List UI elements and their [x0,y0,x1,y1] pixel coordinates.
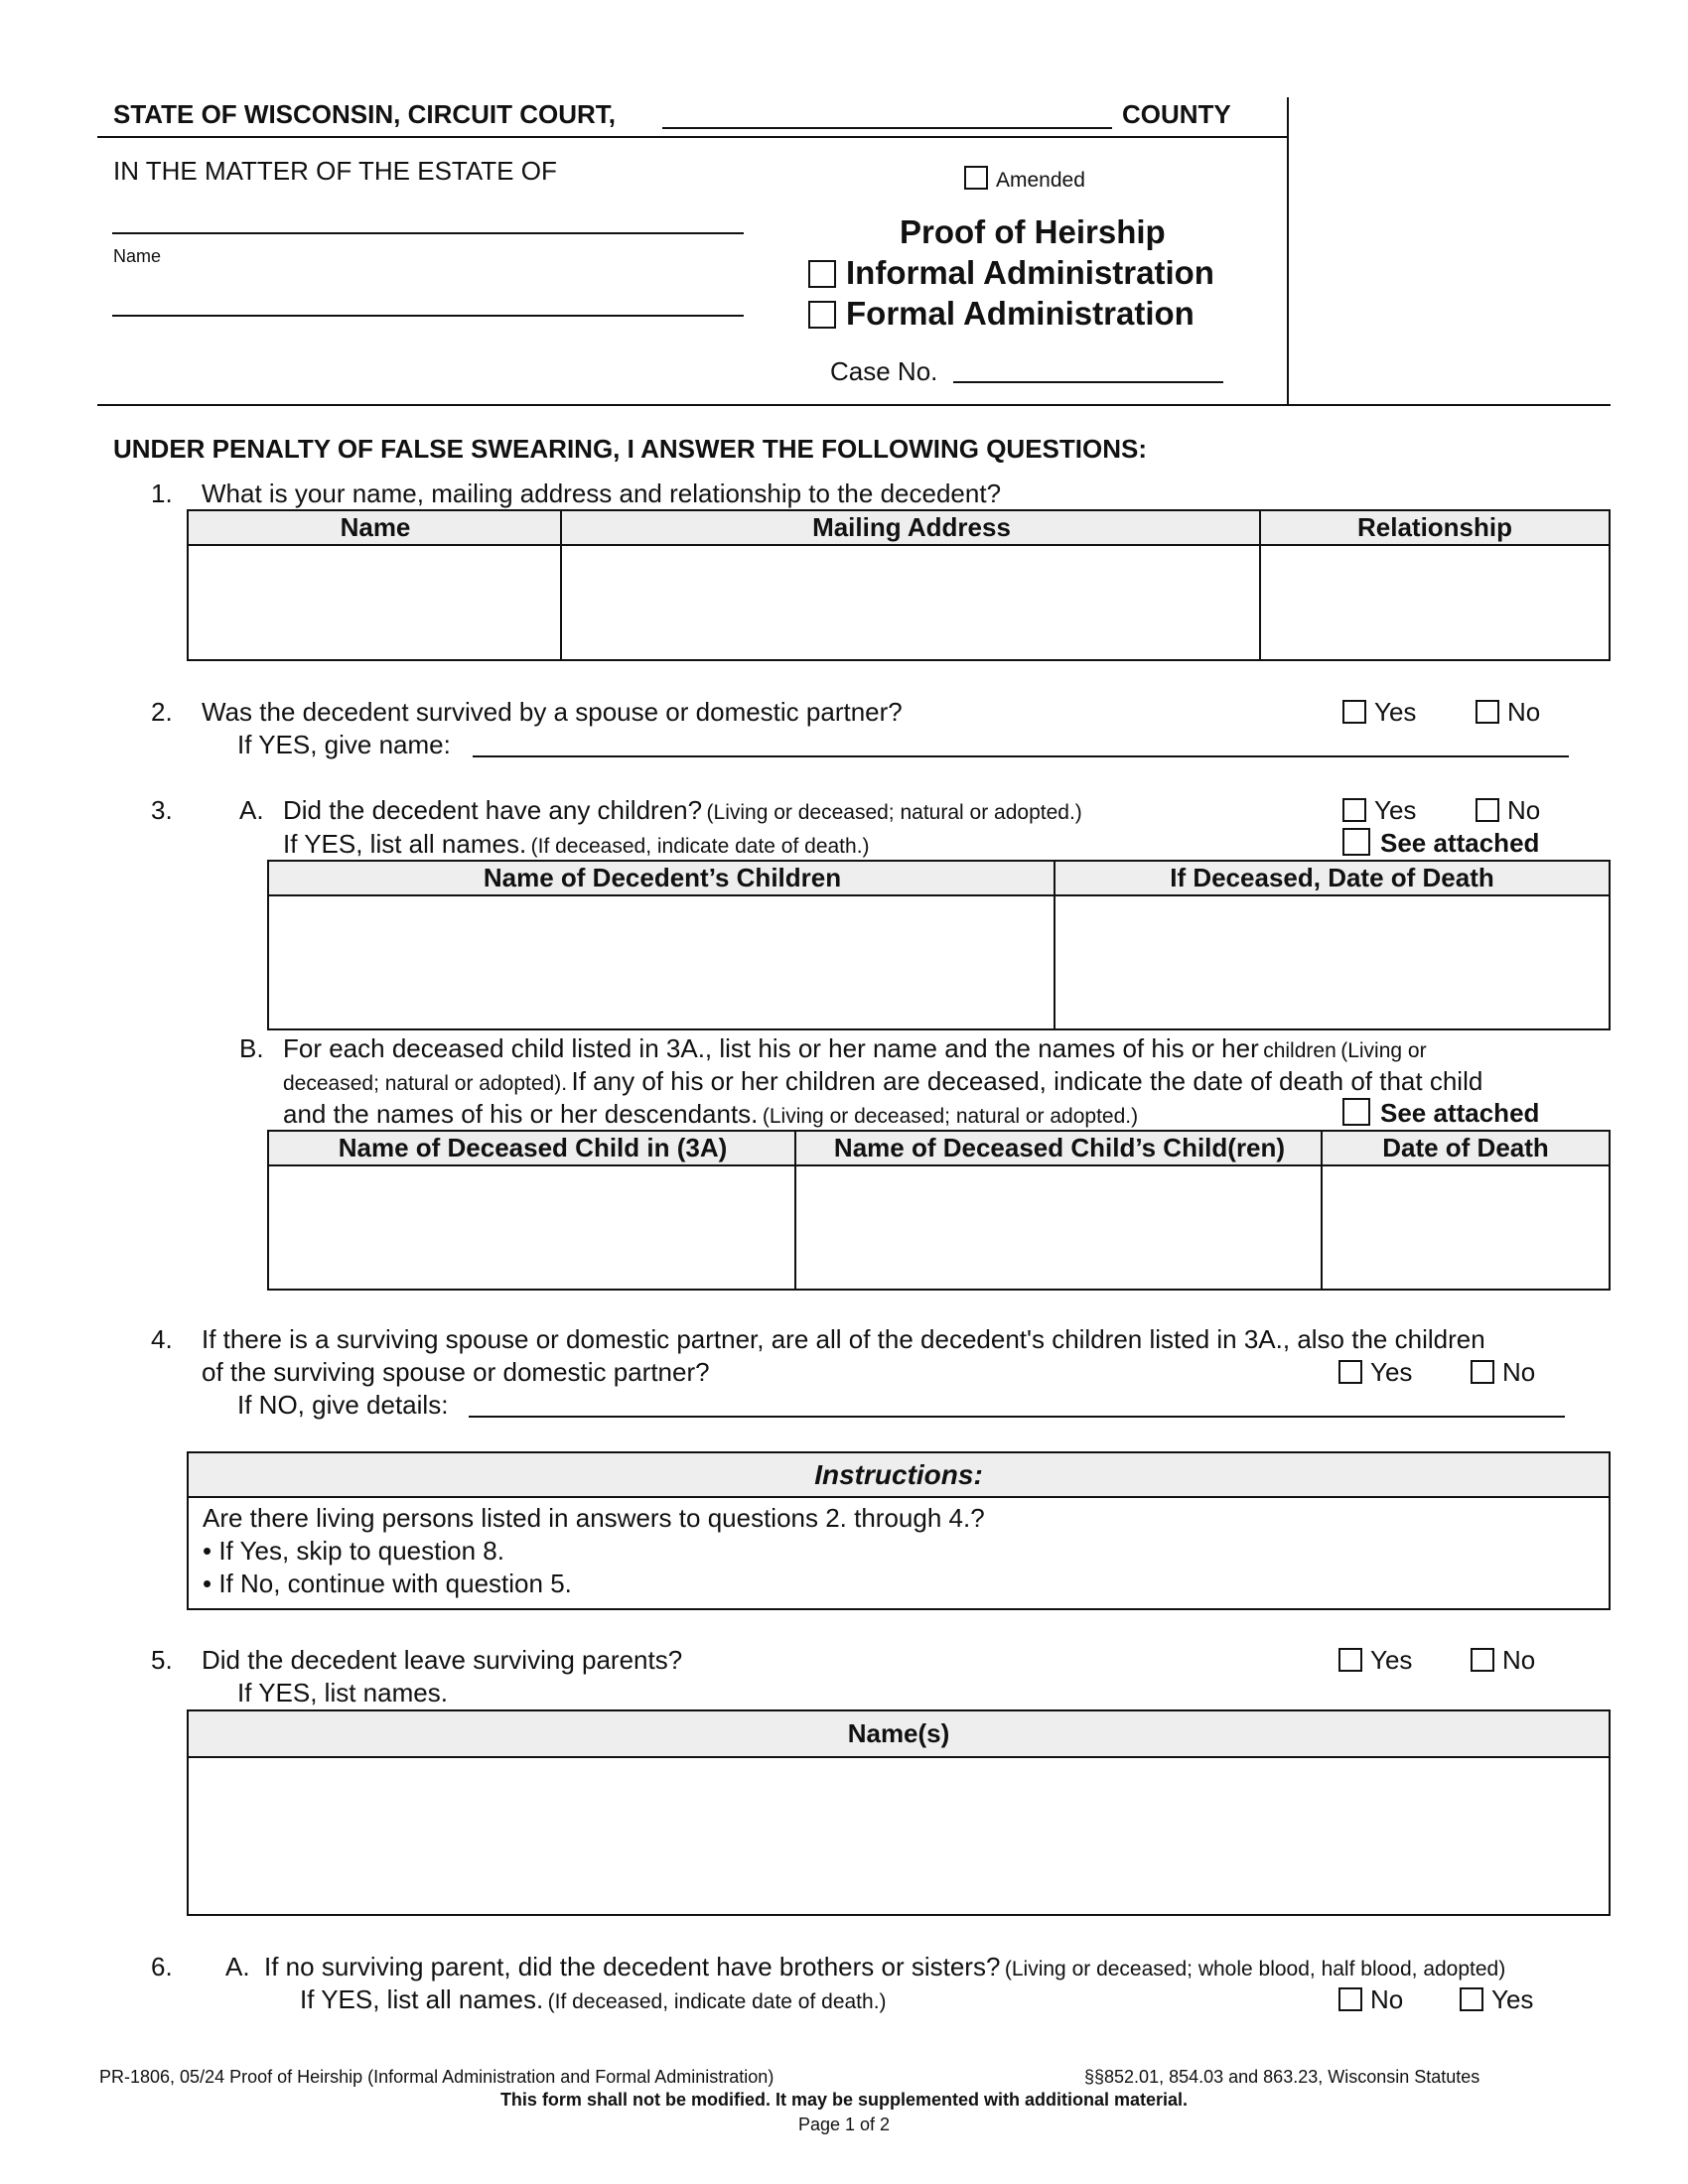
q6a-sub-label: If YES, list all names. [300,1984,544,2014]
q6a-letter: A. [225,1952,250,1981]
q1-name-cell[interactable] [189,546,560,659]
instructions-box [187,1451,1611,1610]
q3b-line2-note: deceased; natural or adopted). [283,1072,568,1095]
q3a-note: (Living or deceased; natural or adopted.) [706,801,1082,824]
case-number-label: Case No. [830,356,938,386]
q2-spouse-name-field[interactable] [473,755,1569,757]
formal-administration-checkbox[interactable] [808,301,836,329]
court-line: STATE OF WISCONSIN, CIRCUIT COURT, [113,99,617,129]
estate-matter-label: IN THE MATTER OF THE ESTATE OF [113,156,557,186]
q3a-yes-checkbox[interactable] [1342,798,1366,822]
q2-sub-label: If YES, give name: [237,730,451,759]
document-title: Proof of Heirship [900,213,1166,250]
q3-number: 3. [151,795,173,825]
q4-no-checkbox[interactable] [1471,1360,1494,1384]
q3a-col-children: Name of Decedent’s Children [269,862,1055,896]
q3b-col-deceased-child: Name of Deceased Child in (3A) [269,1132,796,1166]
q4-sub-label: If NO, give details: [237,1390,449,1420]
q3b-line1-end: children [1263,1039,1336,1062]
formal-administration-option[interactable]: Formal Administration [808,295,1195,333]
q3b-table [267,1130,1611,1291]
q3b-deceased-child-cell[interactable] [269,1166,794,1289]
q6-number: 6. [151,1952,173,1981]
q3a-no-option[interactable]: No [1476,795,1540,826]
amended-checkbox[interactable] [964,166,988,190]
header-rule-top [97,136,1288,138]
q6a-note: (Living or deceased; whole blood, half blood, adopted) [1004,1958,1506,1980]
q2-no-checkbox[interactable] [1476,700,1499,724]
q1-number: 1. [151,478,173,508]
q5-col-names: Name(s) [189,1711,1609,1758]
decedent-name-field-2[interactable] [112,315,744,317]
q4-yes-checkbox[interactable] [1338,1360,1362,1384]
q3b-line3: and the names of his or her descendants. [283,1099,759,1129]
q3a-children-cell[interactable] [269,896,1054,1028]
q3b-line1-note: (Living or [1340,1039,1427,1062]
q3a-date-cell[interactable] [1055,896,1609,1028]
q4-line2: of the surviving spouse or domestic partner? [202,1357,710,1387]
q5-sub-label: If YES, list names. [237,1678,448,1707]
q6a-yes-option[interactable]: Yes [1460,1984,1533,2015]
q3b-see-attached-checkbox[interactable] [1342,1098,1370,1126]
q2-yes-checkbox[interactable] [1342,700,1366,724]
q1-relationship-cell[interactable] [1261,546,1609,659]
footer-form-id: PR-1806, 05/24 Proof of Heirship (Informal Administration and Formal Administration) [99,2067,774,2087]
q3a-text: Did the decedent have any children? [283,795,703,825]
instructions-line1: Are there living persons listed in answers to questions 2. through 4.? [203,1503,985,1533]
q3a-no-checkbox[interactable] [1476,798,1499,822]
q5-yes-option[interactable]: Yes [1338,1645,1412,1676]
q3a-yes-option[interactable]: Yes [1342,795,1416,826]
q1-table [187,509,1611,661]
q3b-letter: B. [239,1033,264,1063]
q1-col-name: Name [189,511,562,546]
q3b-see-attached-option[interactable]: See attached [1342,1098,1539,1129]
q5-no-option[interactable]: No [1471,1645,1535,1676]
informal-administration-checkbox[interactable] [808,260,836,288]
q4-no-option[interactable]: No [1471,1357,1535,1388]
q2-yes-option[interactable]: Yes [1342,697,1416,728]
q5-yes-checkbox[interactable] [1338,1648,1362,1672]
q2-no-option[interactable]: No [1476,697,1540,728]
footer-notice: This form shall not be modified. It may be supplemented with additional material. [499,2090,1189,2110]
q4-yes-option[interactable]: Yes [1338,1357,1412,1388]
q4-number: 4. [151,1324,173,1354]
case-number-field[interactable] [953,381,1223,383]
q3a-see-attached-checkbox[interactable] [1342,828,1370,856]
q1-col-address: Mailing Address [562,511,1261,546]
q3a-table [267,860,1611,1030]
q6a-no-option[interactable]: No [1338,1984,1403,2015]
q6a-yes-checkbox[interactable] [1460,1987,1483,2011]
q5-text: Did the decedent leave surviving parents? [202,1645,683,1675]
q1-col-relationship: Relationship [1261,511,1609,546]
q4-line1: If there is a surviving spouse or domestic partner, are all of the decedent's children listed in 3A., also the children [202,1324,1485,1354]
penalty-statement: UNDER PENALTY OF FALSE SWEARING, I ANSWER THE FOLLOWING QUESTIONS: [113,434,1147,464]
q5-number: 5. [151,1645,173,1675]
q1-address-cell[interactable] [562,546,1259,659]
q6a-no-checkbox[interactable] [1338,1987,1362,2011]
q3a-letter: A. [239,795,264,825]
q3a-sub-note: (If deceased, indicate date of death.) [530,835,870,858]
instructions-line3: • If No, continue with question 5. [203,1569,572,1598]
q6a-sub-note: (If deceased, indicate date of death.) [547,1990,887,2013]
instructions-line2: • If Yes, skip to question 8. [203,1536,504,1566]
q3b-line1: For each deceased child listed in 3A., list his or her name and the names of his or her [283,1033,1259,1063]
county-name-field[interactable] [662,127,1112,129]
q1-text: What is your name, mailing address and relationship to the decedent? [202,478,1002,508]
informal-administration-option[interactable]: Informal Administration [808,254,1214,292]
q5-no-checkbox[interactable] [1471,1648,1494,1672]
instructions-title: Instructions: [189,1453,1609,1498]
q5-table [187,1709,1611,1916]
q3b-line3-note: (Living or deceased; natural or adopted.) [762,1105,1139,1128]
name-caption: Name [113,246,162,266]
q5-names-cell[interactable] [189,1758,1609,1914]
q6a-text: If no surviving parent, did the decedent have brothers or sisters? [264,1952,1001,1981]
header-vertical-rule [1287,97,1289,405]
footer-statutes: §§852.01, 854.03 and 863.23, Wisconsin Statutes [1084,2067,1480,2087]
q3b-col-date-of-death: Date of Death [1323,1132,1609,1166]
q3a-see-attached-option[interactable]: See attached [1342,828,1539,859]
q3b-grandchildren-cell[interactable] [796,1166,1321,1289]
q3b-col-grandchildren: Name of Deceased Child’s Child(ren) [796,1132,1323,1166]
q2-text: Was the decedent survived by a spouse or domestic partner? [202,697,903,727]
q3b-line2: If any of his or her children are deceased, indicate the date of death of that child [571,1066,1483,1096]
q2-number: 2. [151,697,173,727]
q4-details-field[interactable] [469,1416,1565,1418]
decedent-name-field[interactable] [112,232,744,234]
q3a-sub-label: If YES, list all names. [283,829,527,859]
county-label: COUNTY [1122,99,1231,129]
footer-page-number: Page 1 of 2 [797,2115,891,2134]
header-rule-bottom [97,404,1611,406]
q3a-col-date-of-death: If Deceased, Date of Death [1055,862,1609,896]
q3b-date-cell[interactable] [1323,1166,1609,1289]
amended-option[interactable]: Amended [964,166,1085,193]
